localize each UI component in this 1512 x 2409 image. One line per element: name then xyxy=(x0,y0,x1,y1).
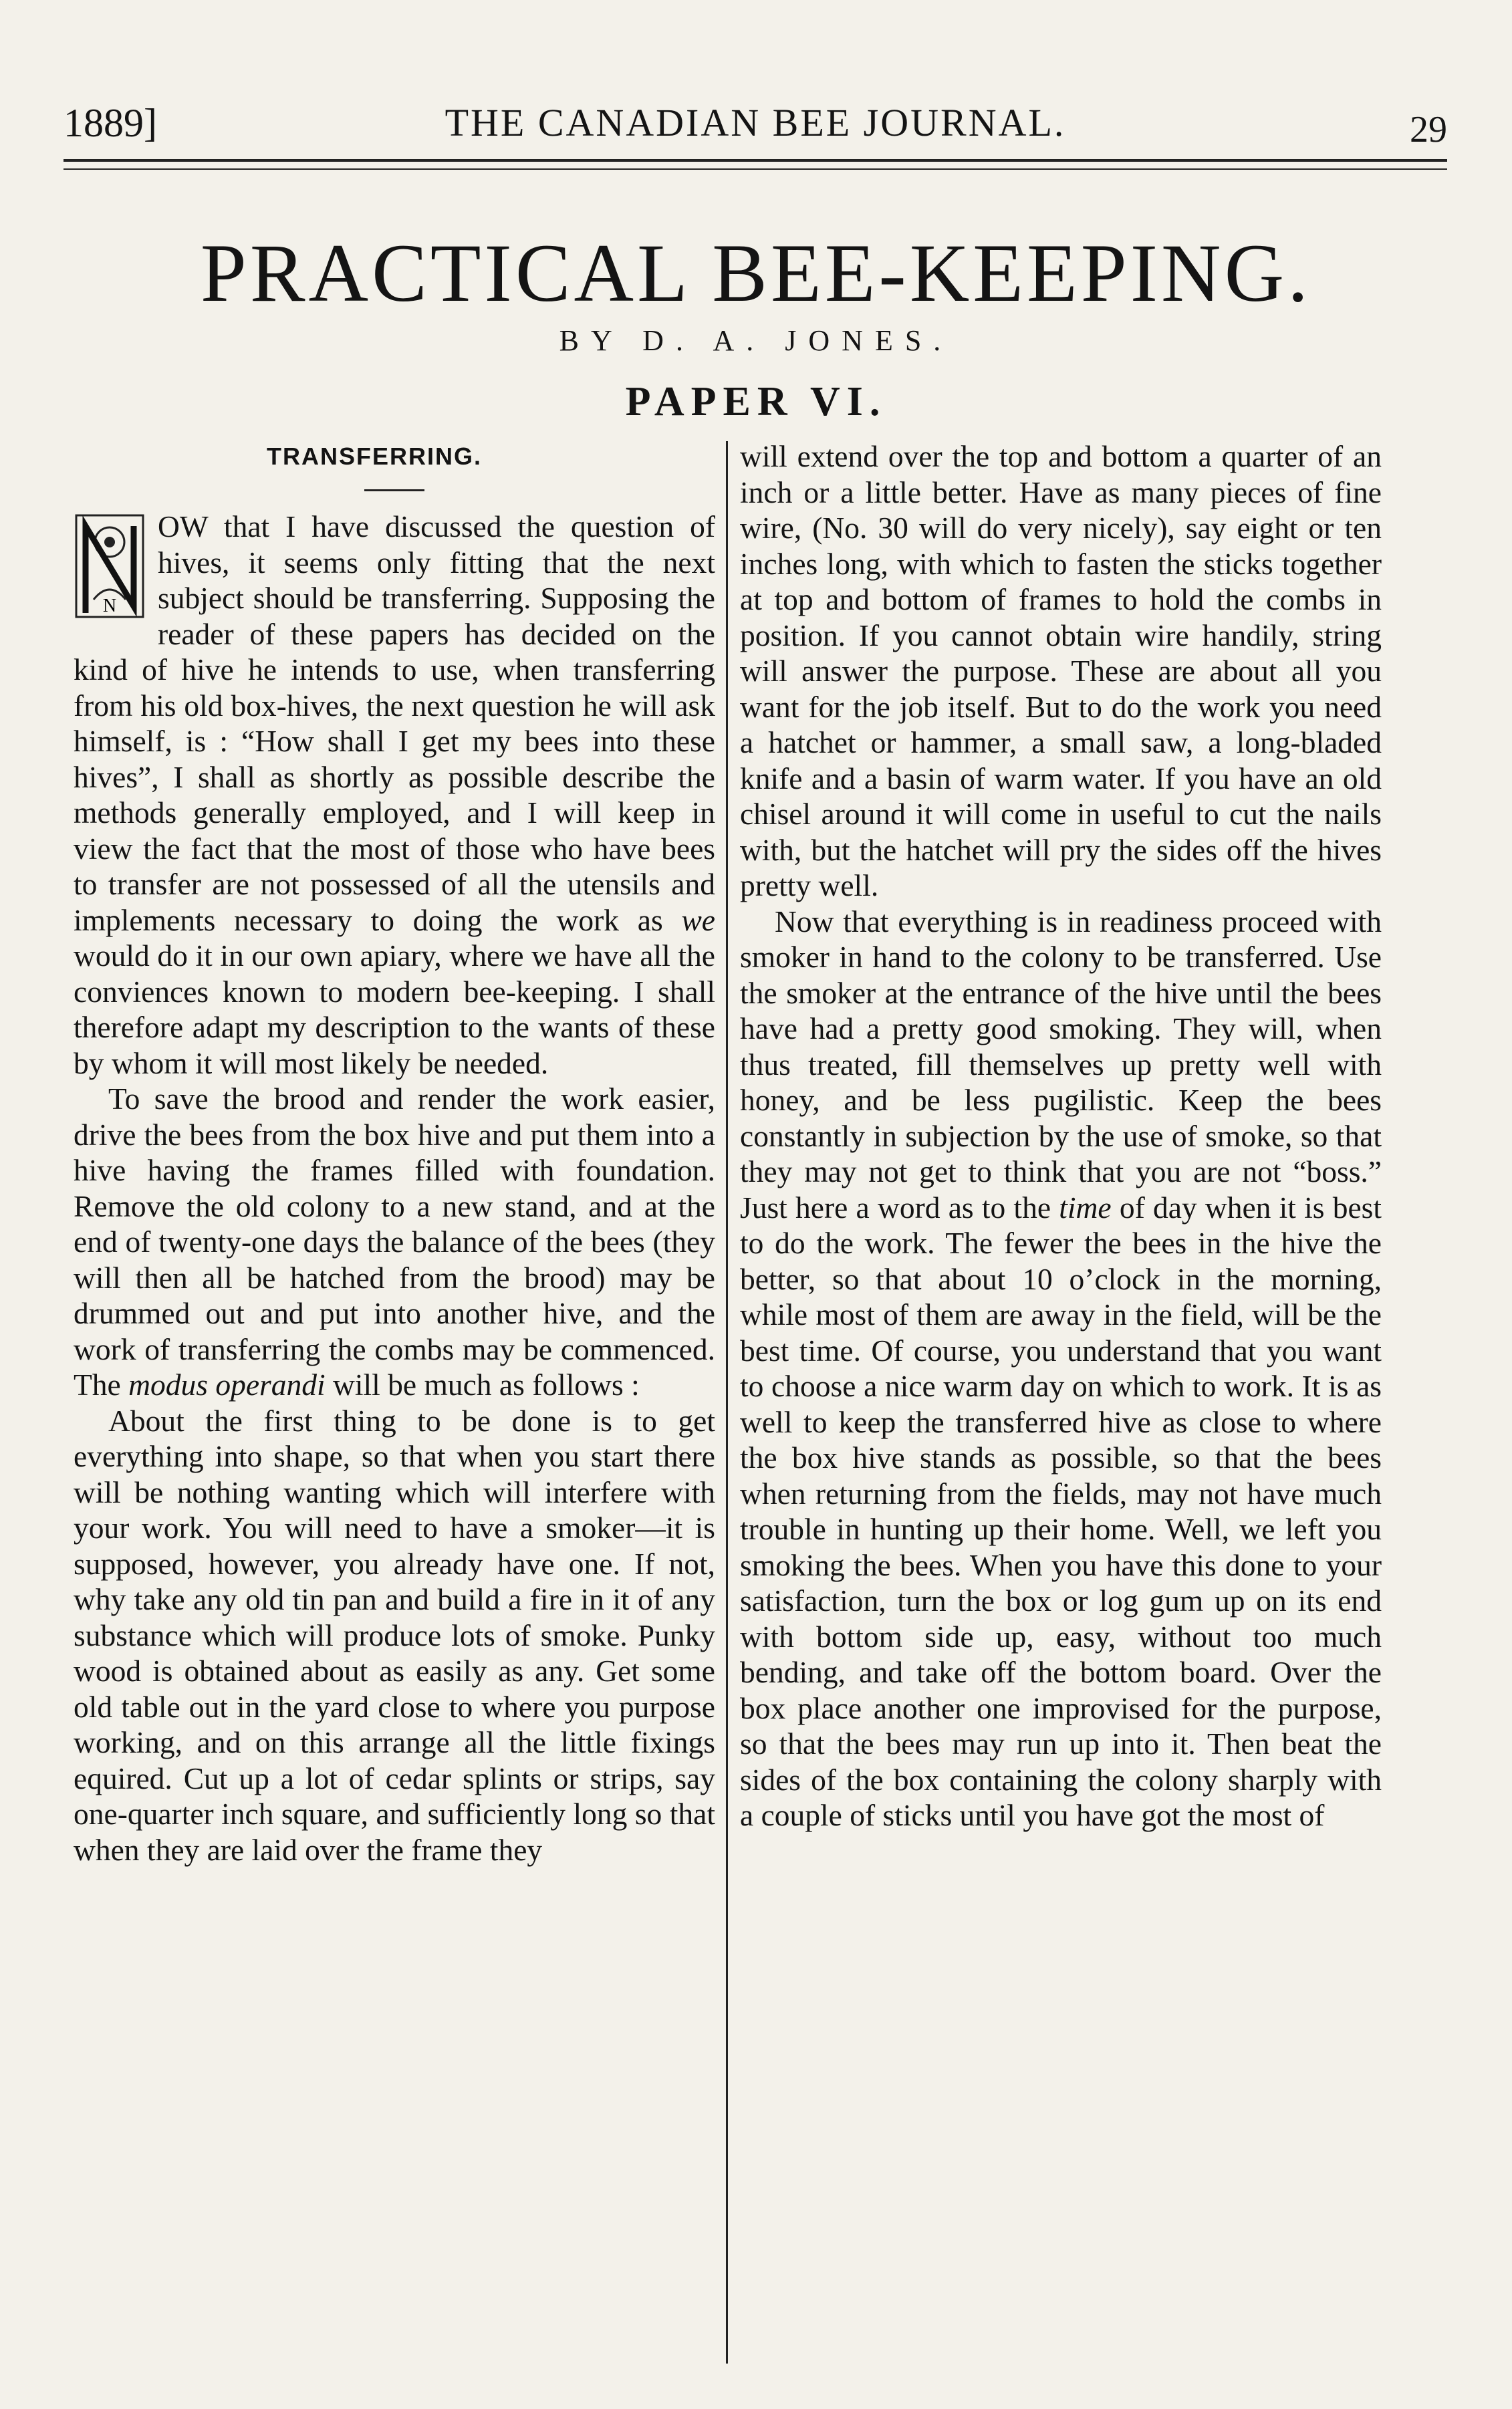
right-paragraph-2-emphasis: time xyxy=(1059,1190,1112,1225)
paragraph-2-text-a: To save the brood and render the work easier, drive the bees from the box hive and put them into a hive having the frames filled with foundation. Remove the old colony to a new stand, and at the end of twenty-one days the balance of the bees (they will then all be hatched from the brood) may be drummed out and put into another hive, and the work of transferring the combs may be commenced. The xyxy=(74,1082,715,1402)
first-paragraph-emphasis: we xyxy=(681,902,715,937)
running-header xyxy=(64,94,1447,160)
svg-text:N: N xyxy=(102,596,117,616)
header-year: 1889] xyxy=(64,101,157,145)
dropcap-ornament xyxy=(74,513,146,620)
left-column xyxy=(74,438,715,1868)
right-paragraph-2-text-a: Now that everything is in readiness proceed with smoker in hand to the colony to be transferred. Use the smoker at the entrance of the hive until the bees have had a pretty good smoking. They will, when thus treated, fill themselves up pretty well with honey, and be less pugilistic. Keep the bees constantly in subjection by the use of smoke, so that they may not get to think that you are not “boss.” Just here a word as to the xyxy=(740,904,1382,1225)
article-byline: BY D. A. JONES. xyxy=(559,324,953,357)
section-subhead: TRANSFERRING. xyxy=(267,442,482,470)
right-paragraph-1: will extend over the top and bottom a quarter of an inch or a little better. Have as many pieces of fine wire, (No. 30 will do very nicely), say eight or ten inches long, with which to fasten the sticks together at top and bottom of frames to hold the combs in position. If you cannot obtain wire handily, string will answer the purpose. These are about all you want for the job itself. But to do the work you need a hatchet or hammer, a small saw, a long-bladed knife and a basin of warm water. If you have an old chisel around it will come in useful to cut the nails with, but the hatchet will pry the sides off the hives pretty well. xyxy=(740,439,1382,902)
subhead-rule xyxy=(364,489,424,491)
journal-title: THE CANADIAN BEE JOURNAL. xyxy=(445,101,1066,144)
paragraph-3: About the first thing to be done is to get everything into shape, so that when you start there will be nothing wanting which will interfere with your work. You will need to have a smoker—it is supposed, however, you already have one. If not, why take any old tin pan and build a fire in it of any substance which will produce lots of smoke. Punky wood is obtained about as easily as any. Get some old table out in the yard close to where you purpose working, and on this arrange all the little fixings equired. Cut up a lot of cedar splints or strips, say one-quarter inch square, and sufficiently long so that when they are laid over the frame they xyxy=(74,1403,715,1867)
page-number: 29 xyxy=(1410,109,1447,150)
paragraph-2-emphasis: modus operandi xyxy=(128,1368,326,1402)
article-title: PRACTICAL BEE-KEEPING. xyxy=(200,227,1312,319)
right-column xyxy=(740,438,1382,1833)
paragraph-2 xyxy=(74,1081,715,1403)
right-paragraph-2 xyxy=(740,904,1382,1833)
right-paragraph-2-text-b: of day when it is best to do the work. The fewer the bees in the hive the better, so that about 10 o’clock in the morning, while most of them are away in the field, will be the best time. Of course, you understand that you want to choose a nice warm day on which to work. It is as well to keep the transferred hive as close to where the box hive stands as possible, so that the bees when returning from the fields, may not have much trouble in hunting up their home. Well, we left you smoking the bees. When you have this done to your satisfaction, turn the box or log gum up on its end with bottom side up, easy, without too much bending, and take off the bottom board. Over the box place another one improvised for the purpose, so that the bees may run up into it. Then beat the sides of the box containing the colony sharply with a couple of sticks until you have got the most of xyxy=(740,1190,1382,1832)
header-rule-thick xyxy=(64,159,1447,162)
first-paragraph xyxy=(74,509,715,1081)
paragraph-2-text-b: will be much as follows : xyxy=(325,1368,640,1402)
first-paragraph-text-end: would do it in our own apiary, where we have all the conviences known to modern bee-keeping. I shall therefore adapt my description to the wants of these by whom it will most likely be needed. xyxy=(74,938,715,1080)
column-divider xyxy=(726,441,728,2364)
paper-number: PAPER VI. xyxy=(625,379,887,424)
first-paragraph-text: OW that I have discussed the question of hives, it seems only fitting that the next subject should be transferring. Supposing the reader of these papers has decided on the kind of hive he intends to use, when transferring from his old box-hives, the next question he will ask himself, is : “How shall I get my bees into these hives”, I shall as shortly as possible describe the methods generally employed, and I will keep in view the fact that the most of those who have bees to transfer are not possessed of all the utensils and implements necessary to doing the work as xyxy=(74,509,715,937)
header-rule-thin xyxy=(64,168,1447,170)
